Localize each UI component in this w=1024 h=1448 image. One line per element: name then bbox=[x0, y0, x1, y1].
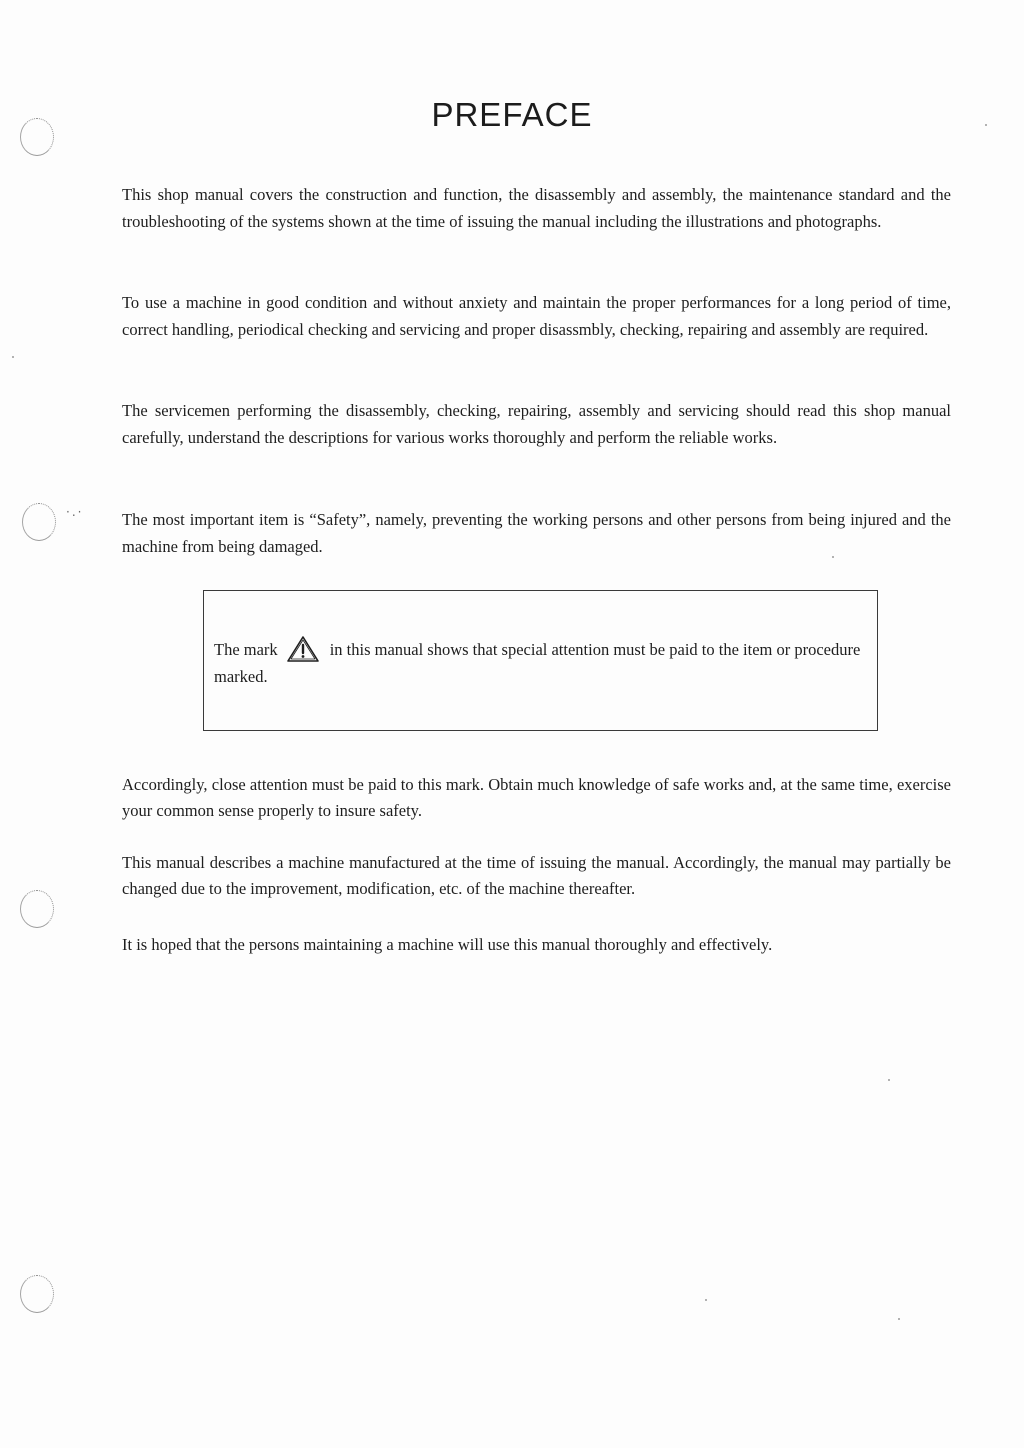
paragraph: This shop manual covers the construction and function, the disassembly and assembly, the maintenance standard and the troubleshooting of the systems shown at the time of issuing the manual including the illustrations and photographs. bbox=[122, 185, 951, 231]
safety-notice-box bbox=[203, 590, 878, 731]
punch-hole bbox=[20, 890, 54, 928]
page-title: PREFACE bbox=[431, 96, 593, 133]
paragraph: To use a machine in good condition and without anxiety and maintain the proper performances for a long period of time, correct handling, periodical checking and servicing and proper disassmbly, checking, repairing and assembly are required. bbox=[122, 293, 951, 339]
paragraph: It is hoped that the persons maintaining a machine will use this manual thoroughly and effectively. bbox=[122, 935, 773, 954]
paragraph: Accordingly, close attention must be paid to this mark. Obtain much knowledge of safe works and, at the same time, exercise your common sense properly to insure safety. bbox=[122, 775, 951, 820]
scan-speck bbox=[12, 356, 14, 358]
notice-text-after-icon: in this manual shows that special attention must be paid to the item or procedure marked. bbox=[214, 640, 861, 686]
scan-speck bbox=[888, 1079, 890, 1081]
warning-triangle-icon bbox=[286, 635, 320, 663]
paragraph: This manual describes a machine manufactured at the time of issuing the manual. Accordingly, the manual may partially be changed due to the improvement, modification, etc. of the machine thereafter. bbox=[122, 853, 951, 898]
paragraph: The servicemen performing the disassembly, checking, repairing, assembly and servicing should read this shop manual carefully, understand the descriptions for various works thoroughly and perform the reliable works. bbox=[122, 401, 951, 447]
scan-artifact: ·.· bbox=[66, 505, 84, 519]
safety-notice-text bbox=[214, 635, 864, 690]
paragraph: The most important item is “Safety”, namely, preventing the working persons and other persons from being injured and the machine from being damaged. bbox=[122, 510, 951, 556]
scan-speck bbox=[898, 1318, 900, 1320]
punch-hole bbox=[20, 1275, 54, 1313]
scan-speck bbox=[705, 1299, 707, 1301]
punch-hole bbox=[22, 503, 56, 541]
notice-text-before-icon: The mark bbox=[214, 640, 278, 659]
